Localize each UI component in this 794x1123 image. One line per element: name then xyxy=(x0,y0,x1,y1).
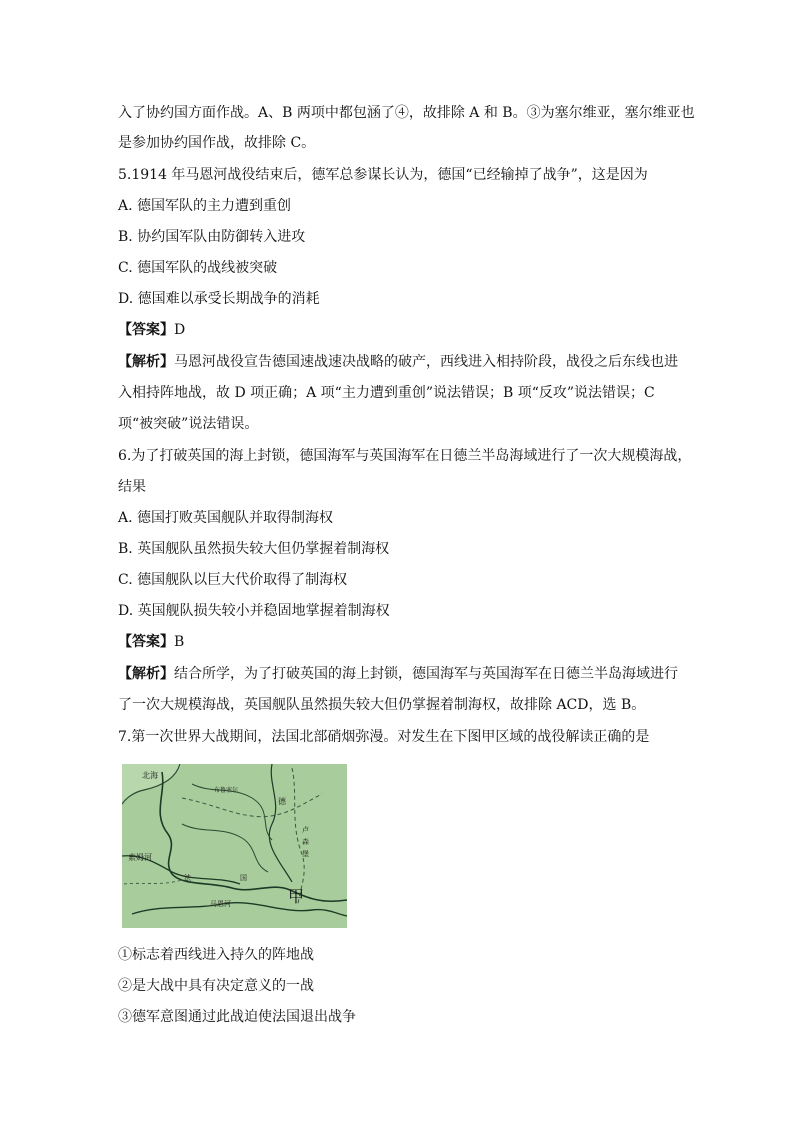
option-b: B. 协约国军队由防御转入进攻 xyxy=(118,229,306,245)
label-guo: 国 xyxy=(240,874,247,882)
label-region: 布鲁塞尔 xyxy=(214,787,239,794)
statement-3: ③德军意图通过此战迫使法国退出战争 xyxy=(118,1009,356,1025)
label-marne: 马恩河 xyxy=(210,900,231,908)
question-6: 6.为了打破英国的海上封锁，德国海军与英国海军在日德兰半岛海域进行了一次大规模海战， xyxy=(118,448,692,464)
option-d: D. 英国舰队损失较小并稳固地掌握着制海权 xyxy=(118,603,390,619)
option-c: C. 德国舰队以巨大代价取得了制海权 xyxy=(118,572,348,588)
option-c: C. 德国军队的战线被突破 xyxy=(118,260,278,276)
analysis-text: 马恩河战役宣告德国速战速决战略的破产，西线进入相持阶段，战役之后东线也进 xyxy=(174,354,678,370)
answer-value: D xyxy=(174,322,186,338)
answer-tag: 【答案】 xyxy=(118,634,174,650)
answer-line xyxy=(118,320,185,340)
question-7: 7.第一次世界大战期间，法国北部硝烟弥漫。对发生在下图甲区域的战役解读正确的是 xyxy=(118,729,650,745)
label-sen: 森 xyxy=(302,838,309,846)
question-5: 5.1914 年马恩河战役结束后，德军总参谋长认为，德国“已经输掉了战争”，这是因为 xyxy=(118,167,648,183)
option-b: B. 英国舰队虽然损失较大但仍掌握着制海权 xyxy=(118,541,390,557)
analysis-line xyxy=(118,352,678,372)
analysis-tag: 【解析】 xyxy=(118,666,174,682)
analysis-line: 入相持阵地战，故 D 项正确；A 项“主力遭到重创”说法错误；B 项“反攻”说法错误；C xyxy=(118,385,655,401)
analysis-text: 结合所学，为了打破英国的海上封锁，德国海军与英国海军在日德兰半岛海域进行 xyxy=(174,666,678,682)
label-fa: 法 xyxy=(184,874,191,882)
answer-line xyxy=(118,632,184,652)
label-lu: 卢 xyxy=(302,826,309,834)
answer-tag: 【答案】 xyxy=(118,322,174,338)
question-6-cont: 结果 xyxy=(118,479,146,495)
label-bao: 堡 xyxy=(302,850,309,858)
analysis-line: 项“被突破”说法错误。 xyxy=(118,416,259,432)
map-figure xyxy=(122,764,347,928)
analysis-line: 了一次大规模海战，英国舰队虽然损失较大但仍掌握着制海权，故排除 ACD，选 B。 xyxy=(118,697,646,713)
statement-2: ②是大战中具有决定意义的一战 xyxy=(118,978,314,994)
text-line: 是参加协约国作战，故排除 C。 xyxy=(118,135,316,151)
label-somme: 索姆河 xyxy=(128,853,152,862)
analysis-tag: 【解析】 xyxy=(118,354,174,370)
text-line: 入了协约国方面作战。A、B 两项中都包涵了④，故排除 A 和 B。③为塞尔维亚，塞尔维亚也 xyxy=(118,105,695,121)
option-a: A. 德国打败英国舰队并取得制海权 xyxy=(118,510,334,526)
option-d: D. 德国难以承受长期战争的消耗 xyxy=(118,291,320,307)
option-a: A. 德国军队的主力遭到重创 xyxy=(118,198,292,214)
analysis-line xyxy=(118,664,678,684)
label-jia: 甲 xyxy=(288,887,305,906)
label-de: 德 xyxy=(278,797,286,806)
answer-value: B xyxy=(174,634,185,650)
statement-1: ①标志着西线进入持久的阵地战 xyxy=(118,947,314,963)
label-north-sea: 北海 xyxy=(142,771,158,780)
